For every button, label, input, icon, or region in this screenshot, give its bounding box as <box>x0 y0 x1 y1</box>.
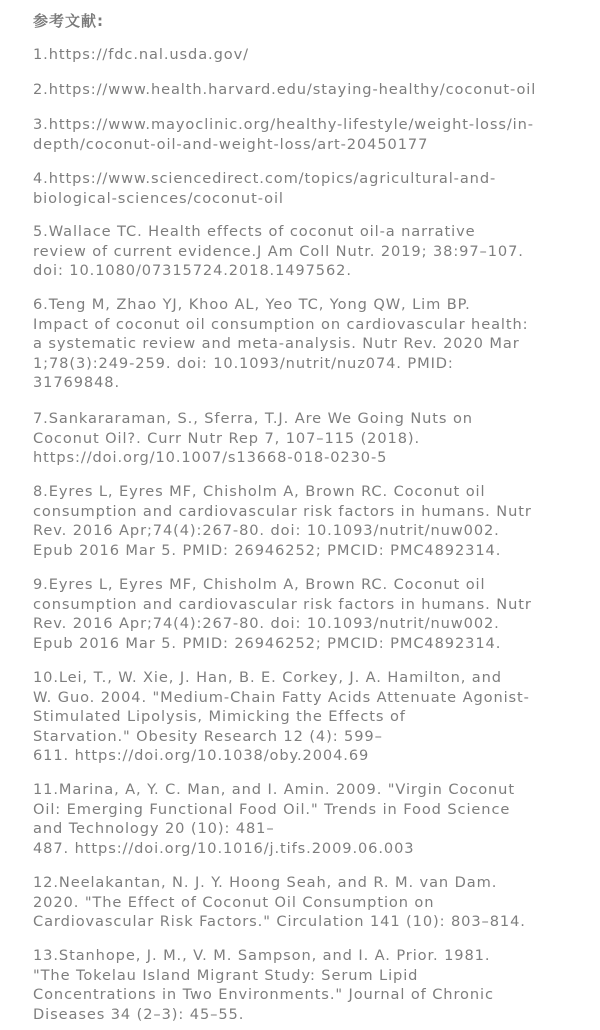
reference-item-7: 7.Sankararaman, S., Sferra, T.J. Are We Going Nuts on Coconut Oil?. Curr Nutr Rep 7, 107–115 (2018). https://doi.org/10.1007/s13668-018-0230-5 <box>33 410 473 467</box>
reference-item-3[interactable]: 3.https://www.mayoclinic.org/healthy-lifestyle/weight-loss/in- depth/coconut-oil-and-weight-loss/art-20450177 <box>33 116 534 153</box>
reference-item-1[interactable]: 1.https://fdc.nal.usda.gov/ <box>33 46 249 63</box>
reference-item-11: 11.Marina, A, Y. C. Man, and I. Amin. 2009. "Virgin Coconut Oil: Emerging Functional Food Oil." Trends in Food Science and Technology 20 (10): 481– 487. https://doi.org/10.1016/j.tifs.2009.06.003 <box>33 781 515 857</box>
reference-item-5: 5.Wallace TC. Health effects of coconut oil-a narrative review of current evidence.J Am Coll Nutr. 2019; 38:97–107. doi: 10.1080/07315724.2018.1497562. <box>33 223 524 280</box>
reference-item-6: 6.Teng M, Zhao YJ, Khoo AL, Yeo TC, Yong QW, Lim BP. Impact of coconut oil consumption on cardiovascular health: a systematic review and meta-analysis. Nutr Rev. 2020 Mar 1;78(3):249-259. doi: 10.1093/nutrit/nuz074. PMID: 31769848. <box>33 296 529 392</box>
reference-item-10: 10.Lei, T., W. Xie, J. Han, B. E. Corkey, J. A. Hamilton, and W. Guo. 2004. "Medium-Chain Fatty Acids Attenuate Agonist- Stimulated Lipolysis, Mimicking the Effects of Starvation." Obesity Research 12 (4): 599– 611. https://doi.org/10.1038/oby.2004.69 <box>33 669 530 765</box>
references-heading: 参考文献: <box>33 12 104 30</box>
reference-item-13: 13.Stanhope, J. M., V. M. Sampson, and I. A. Prior. 1981. "The Tokelau Island Migrant Study: Serum Lipid Concentrations in Two Environments." Journal of Chronic Diseases 34 (2–3): 45–55. <box>33 947 494 1023</box>
reference-item-8: 8.Eyres L, Eyres MF, Chisholm A, Brown RC. Coconut oil consumption and cardiovascular risk factors in humans. Nutr Rev. 2016 Apr;74(4):267-80. doi: 10.1093/nutrit/nuw002. Epub 2016 Mar 5. PMID: 26946252; PMCID: PMC4892314. <box>33 483 532 559</box>
reference-item-12: 12.Neelakantan, N. J. Y. Hoong Seah, and R. M. van Dam. 2020. "The Effect of Coconut Oil Consumption on Cardiovascular Risk Factors." Circulation 141 (10): 803–814. <box>33 874 526 931</box>
reference-item-2[interactable]: 2.https://www.health.harvard.edu/staying-healthy/coconut-oil <box>33 81 537 98</box>
reference-item-9: 9.Eyres L, Eyres MF, Chisholm A, Brown RC. Coconut oil consumption and cardiovascular risk factors in humans. Nutr Rev. 2016 Apr;74(4):267-80. doi: 10.1093/nutrit/nuw002. Epub 2016 Mar 5. PMID: 26946252; PMCID: PMC4892314. <box>33 576 532 652</box>
reference-item-4[interactable]: 4.https://www.sciencedirect.com/topics/agricultural-and- biological-sciences/coconut-oil <box>33 170 497 207</box>
